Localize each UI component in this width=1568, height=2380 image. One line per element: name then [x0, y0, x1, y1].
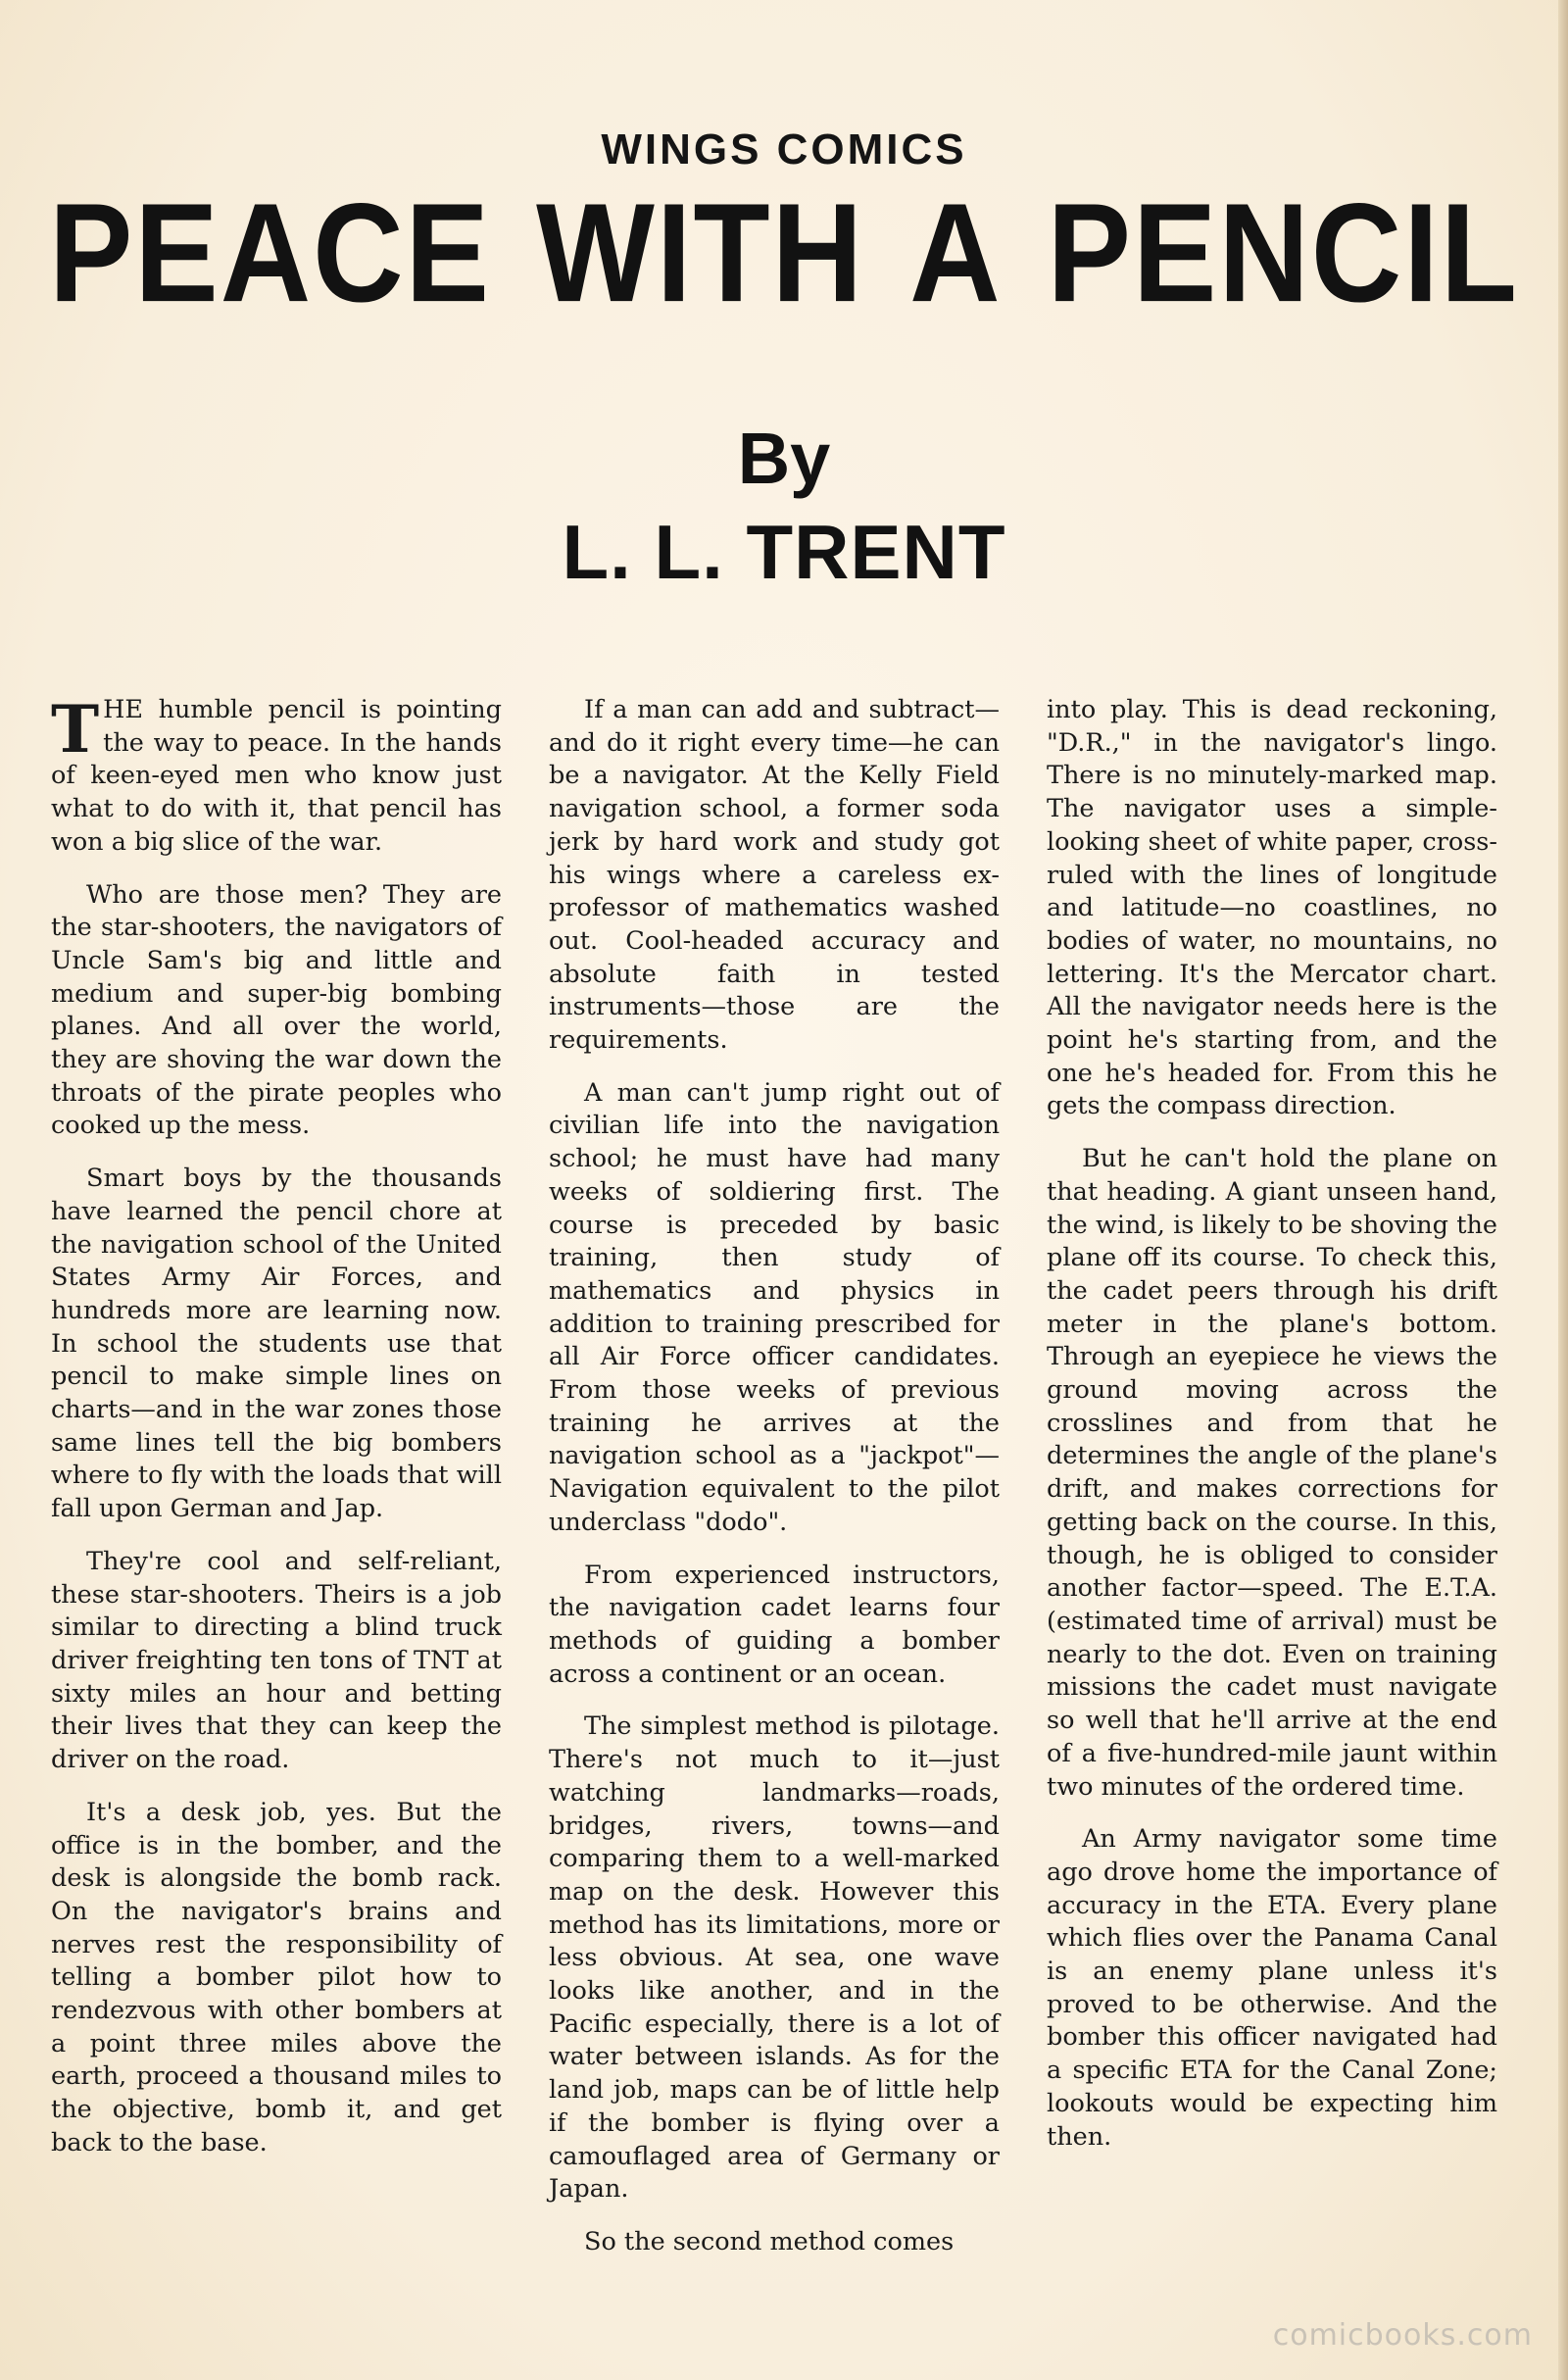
article-title — [49, 172, 1519, 336]
paragraph-text: HE humble pencil is pointing the way to peace. In the hands of keen-eyed men who know just what to do with it, that pencil has won a big slice of the war. — [51, 695, 502, 857]
title-word: A — [909, 174, 1003, 332]
publication-header: WINGS COMICS — [601, 125, 967, 174]
article-body — [51, 691, 1497, 2282]
paragraph: into play. This is dead reckoning, "D.R.," in the navigator's lingo. There is no minutely-marked map. The navigator uses a simple-looking sheet of white paper, cross-ruled with the lines of longitude and latitude—no coastlines, no bodies of water, no mountains, no lettering. It's the Mercator chart. All the navigator needs here is the point he's starting from, and the one he's headed for. From this he gets the compass direction. — [1047, 695, 1497, 1121]
paragraph: It's a desk job, yes. But the office is in the bomber, and the desk is alongside the bomb rack. On the navigator's brains and nerves rest the responsibility of telling a bomber pilot how to rendezvous with other bombers at a point three miles above the earth, proceed a thousand miles to the objective, bomb it, and get back to the base. — [51, 1797, 502, 2157]
paragraph: The simplest method is pilotage. There's not much to it—just watching landmarks—roads, bridges, rivers, towns—and comparing them to a well-marked map on the desk. However this method has its limitations, more or less obvious. At sea, one wave looks like another, and in the Pacific especially, there is a lot of water between islands. As for the land job, maps can be of little help if the bomber is flying over a camouflaged area of Germany or Japan. — [549, 1711, 1000, 2205]
title-word: PEACE — [49, 174, 491, 332]
page-edge — [1558, 0, 1568, 2380]
paragraph: From experienced instructors, the navigation cadet learns four methods of guiding a bomber across a continent or an ocean. — [549, 1560, 1000, 1689]
title-word: WITH — [536, 174, 865, 332]
title-word: PENCIL — [1047, 174, 1519, 332]
watermark-text: comicbooks.com — [1272, 2318, 1533, 2353]
text-column-1 — [51, 691, 502, 2282]
byline-by: By — [737, 418, 831, 499]
paragraph: An Army navigator some time ago drove home the importance of accuracy in the ETA. Every plane which flies over the Panama Canal is an enemy plane unless it's proved to be otherwise. And the bomber this officer navigated had a specific ETA for the Canal Zone; lookouts would be expecting him then. — [1047, 1824, 1497, 2152]
paragraph: So the second method comes — [584, 2226, 955, 2256]
paragraph — [51, 691, 502, 860]
paragraph: Smart boys by the thousands have learned the pencil chore at the navigation school of the United States Army Air Forces, and hundreds more are learning now. In school the students use that pencil to make simple lines on charts—and in the war zones those same lines tell the big bombers where to fly with the loads that will fall upon German and Jap. — [51, 1164, 502, 1524]
text-column-3 — [1047, 694, 1497, 2282]
text-column-2 — [549, 694, 1000, 2282]
paragraph: A man can't jump right out of civilian life into the navigation school; he must have had many weeks of soldiering first. The course is preceded by basic training, then study of mathematics and physics in addition to training prescribed for all Air Force officer candidates. From those weeks of previous training he arrives at the navigation school as a "jackpot"—Navigation equivalent to the pilot underclass "dodo". — [549, 1077, 1000, 1537]
paragraph: But he can't hold the plane on that heading. A giant unseen hand, the wind, is likely to be shoving the plane off its course. To check this, the cadet peers through his drift meter in the plane's bottom. Through an eyepiece he views the ground moving across the crosslines and from that he determines the angle of the plane's drift, and makes corrections for getting back on the course. In this, though, he is obliged to consider another factor—speed. The E.T.A. (estimated time of arrival) must be nearly to the dot. Even on training missions the cadet must navigate so well that he'll arrive at the end of a five-hundred-mile jaunt within two minutes of the ordered time. — [1047, 1144, 1497, 1802]
paragraph: If a man can add and subtract—and do it right every time—he can be a navigator. At the Kelly Field navigation school, a former soda jerk by hard work and study got his wings where a careless ex-professor of mathematics washed out. Cool-headed accuracy and absolute faith in tested instruments—those are the requirements. — [549, 695, 1000, 1056]
byline-author: L. L. TRENT — [562, 509, 1006, 595]
paragraph: They're cool and self-reliant, these star-shooters. Theirs is a job similar to directing a blind truck driver freighting ten tons of TNT at sixty miles an hour and betting their lives that they can keep the driver on the road. — [51, 1546, 502, 1775]
drop-cap: T — [51, 691, 100, 768]
paragraph: Who are those men? They are the star-shooters, the navigators of Uncle Sam's big and little and medium and super-big bombing planes. And all over the world, they are shoving the war down the throats of the pirate peoples who cooked up the mess. — [51, 879, 502, 1141]
